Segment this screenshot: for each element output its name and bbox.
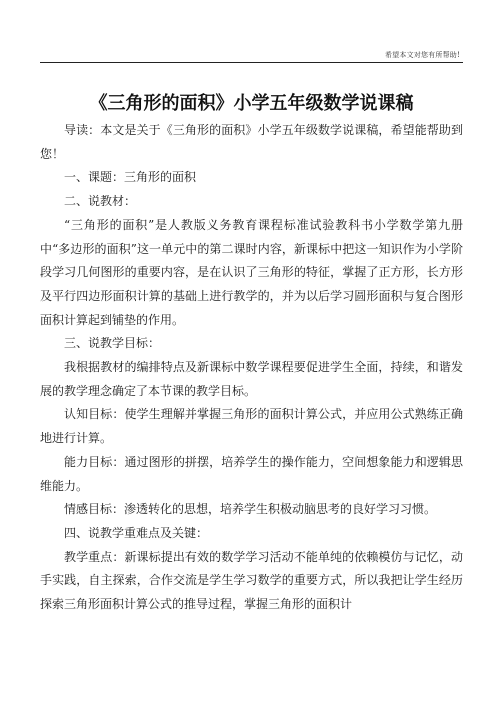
heading-objectives: 三、说教学目标： bbox=[64, 336, 161, 351]
document-body bbox=[40, 119, 463, 617]
paragraph-objectives: 我根据教材的编排特点及新课标中数学课程要促进学生全面，持续，和谐发展的教学理念确定了本节课的教学目标。 bbox=[40, 360, 463, 398]
heading-textbook: 二、说教材： bbox=[64, 194, 137, 209]
paragraph-key-points: 教学重点：新课标提出有效的数学学习活动不能单纯的依赖模仿与记忆，动手实践，自主探索，合作交流是学生学习数学的重要方式，所以我把让学生经历探索三角形面积计算公式的推导过程，掌握三角形的面积计 bbox=[40, 549, 463, 612]
paragraph-cognitive-goal: 认知目标：使学生理解并掌握三角形的面积计算公式，并应用公式熟练正确地进行计算。 bbox=[40, 407, 463, 446]
paragraph-emotional-goal: 情感目标：渗透转化的思想，培养学生积极动脑思考的良好学习习惯。 bbox=[64, 502, 437, 517]
paragraph-textbook: “三角形的面积”是人教版义务教育课程标准试验教科书小学数学第九册中“多边形的面积”这一单元中的第二课时内容，新课标中把这一知识作为小学阶段学习几何图形的重要内容，是在认识了三角形的特征，掌握了正方形，长方形及平行四边形面积计算的基础上进行教学的，并为以后学习圆形面积与复合图形面积计算起到铺垫的作用。 bbox=[40, 217, 463, 327]
header-divider bbox=[40, 62, 463, 63]
paragraph-ability-goal: 能力目标：通过图形的拼摆，培养学生的操作能力，空间想象能力和逻辑思维能力。 bbox=[40, 454, 463, 493]
heading-key-points: 四、说教学重难点及关键： bbox=[64, 525, 209, 540]
heading-topic: 一、课题：三角形的面积 bbox=[64, 170, 197, 185]
header-note: 希望本文对您有所帮助! bbox=[384, 51, 460, 59]
paragraph-intro: 导读：本文是关于《三角形的面积》小学五年级数学说课稿，希望能帮助到您！ bbox=[40, 123, 463, 161]
document-title: 《三角形的面积》小学五年级数学说课稿 bbox=[89, 93, 414, 115]
